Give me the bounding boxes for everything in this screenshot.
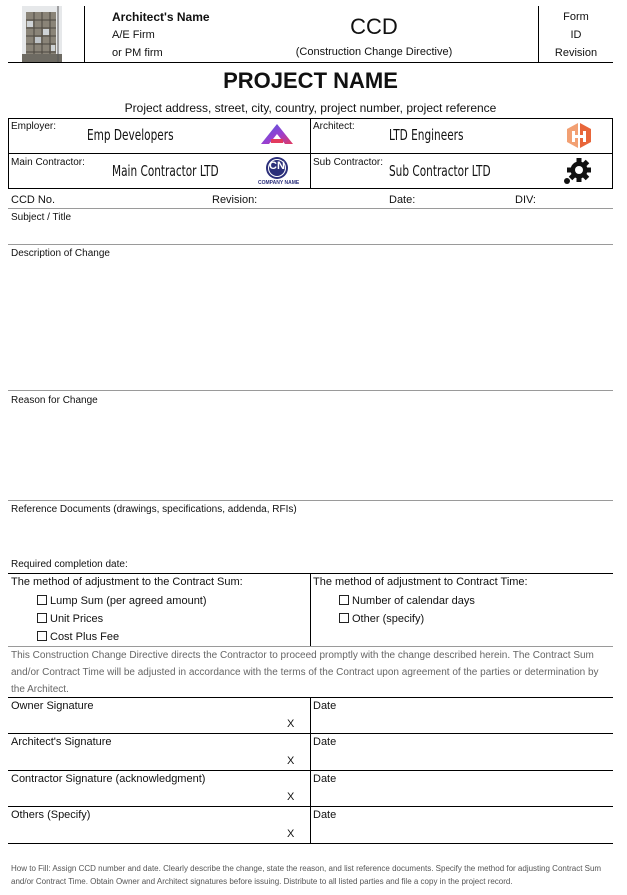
architect-date-label[interactable]: Date bbox=[313, 736, 337, 748]
checkbox-icon[interactable] bbox=[339, 613, 349, 623]
cn-logo-caption: COMPANY NAME bbox=[258, 180, 300, 186]
subject-label: Subject / Title bbox=[11, 212, 72, 223]
architect-signature-label: Architect's Signature bbox=[11, 736, 112, 748]
project-name: PROJECT NAME bbox=[223, 68, 398, 93]
employer-logo-icon bbox=[259, 122, 295, 148]
sub-contractor-value: Sub Contractor LTD bbox=[389, 162, 491, 180]
checkbox-icon[interactable] bbox=[37, 613, 47, 623]
architect-logo-icon bbox=[564, 121, 594, 150]
sum-method-title: The method of adjustment to the Contract Sum: bbox=[11, 576, 243, 588]
architect-label: Architect: bbox=[313, 121, 355, 132]
id-label: ID bbox=[570, 29, 582, 41]
other-specify-option[interactable]: Other (specify) bbox=[339, 613, 424, 625]
form-label: Form bbox=[563, 11, 589, 23]
cn-logo-icon bbox=[258, 156, 300, 186]
firm-line-2: or PM firm bbox=[112, 47, 163, 59]
reason-label: Reason for Change bbox=[11, 395, 98, 406]
employer-label: Employer: bbox=[11, 121, 57, 132]
div-field-label: DIV: bbox=[515, 194, 536, 206]
others-signature-label: Others (Specify) bbox=[11, 809, 91, 821]
footer-note: How to Fill: Assign CCD number and date. Clearly describe the change, state the reason, and list reference documents. Specify the method for adjusting Contract Sum and/or Contract Time. Obtain Owner and Architect signatures before issuing. Distribute to all listed parties and file a copy in the project record. bbox=[11, 864, 602, 886]
doc-title: (Construction Change Directive) bbox=[295, 46, 453, 58]
date-field-label: Date: bbox=[389, 194, 416, 206]
owner-signature-label: Owner Signature bbox=[11, 700, 94, 712]
revision-field-label: Revision: bbox=[212, 194, 258, 206]
description-label: Description of Change bbox=[11, 248, 110, 259]
doc-code: CCD bbox=[350, 14, 398, 39]
employer-value: Emp Developers bbox=[87, 126, 174, 144]
directive-text: This Construction Change Directive directs the Contractor to proceed promptly with the change described herein. The Contract Sum and/or Contract Time will be adjusted in accordance with the terms of the Contract upon agreement of the parties or determination by the Architect. bbox=[11, 650, 599, 695]
gear-logo-icon bbox=[562, 156, 594, 186]
cn-logo-text: CN bbox=[269, 160, 285, 172]
references-label: Reference Documents (drawings, specifications, addenda, RFIs) bbox=[11, 504, 297, 515]
calendar-days-option[interactable]: Number of calendar days bbox=[339, 595, 475, 607]
lump-sum-option[interactable]: Lump Sum (per agreed amount) bbox=[37, 595, 207, 607]
checkbox-icon[interactable] bbox=[339, 595, 349, 605]
firm-line-1: A/E Firm bbox=[112, 29, 155, 41]
architect-value: LTD Engineers bbox=[389, 126, 464, 144]
completion-label: Required completion date: bbox=[11, 559, 128, 570]
unit-prices-option[interactable]: Unit Prices bbox=[37, 613, 103, 625]
owner-date-label[interactable]: Date bbox=[313, 700, 337, 712]
sub-contractor-label: Sub Contractor: bbox=[313, 157, 384, 168]
main-contractor-value: Main Contractor LTD bbox=[112, 162, 219, 180]
owner-signature-x[interactable]: X bbox=[287, 718, 295, 730]
main-contractor-label: Main Contractor: bbox=[11, 157, 85, 168]
ccd-no-label: CCD No. bbox=[11, 194, 56, 206]
checkbox-icon[interactable] bbox=[37, 595, 47, 605]
contractor-date-label[interactable]: Date bbox=[313, 773, 337, 785]
contractor-signature-x[interactable]: X bbox=[287, 791, 295, 803]
others-signature-x[interactable]: X bbox=[287, 828, 295, 840]
cost-plus-option[interactable]: Cost Plus Fee bbox=[37, 631, 119, 643]
time-method-title: The method of adjustment to Contract Time: bbox=[313, 576, 528, 588]
architect-signature-x[interactable]: X bbox=[287, 755, 295, 767]
checkbox-icon[interactable] bbox=[37, 631, 47, 641]
project-address: Project address, street, city, country, project number, project reference bbox=[124, 101, 497, 115]
contractor-signature-label: Contractor Signature (acknowledgment) bbox=[11, 773, 206, 785]
revision-label: Revision bbox=[554, 47, 598, 59]
others-date-label[interactable]: Date bbox=[313, 809, 337, 821]
architect-name: Architect's Name bbox=[112, 10, 210, 24]
building-photo bbox=[22, 6, 62, 62]
